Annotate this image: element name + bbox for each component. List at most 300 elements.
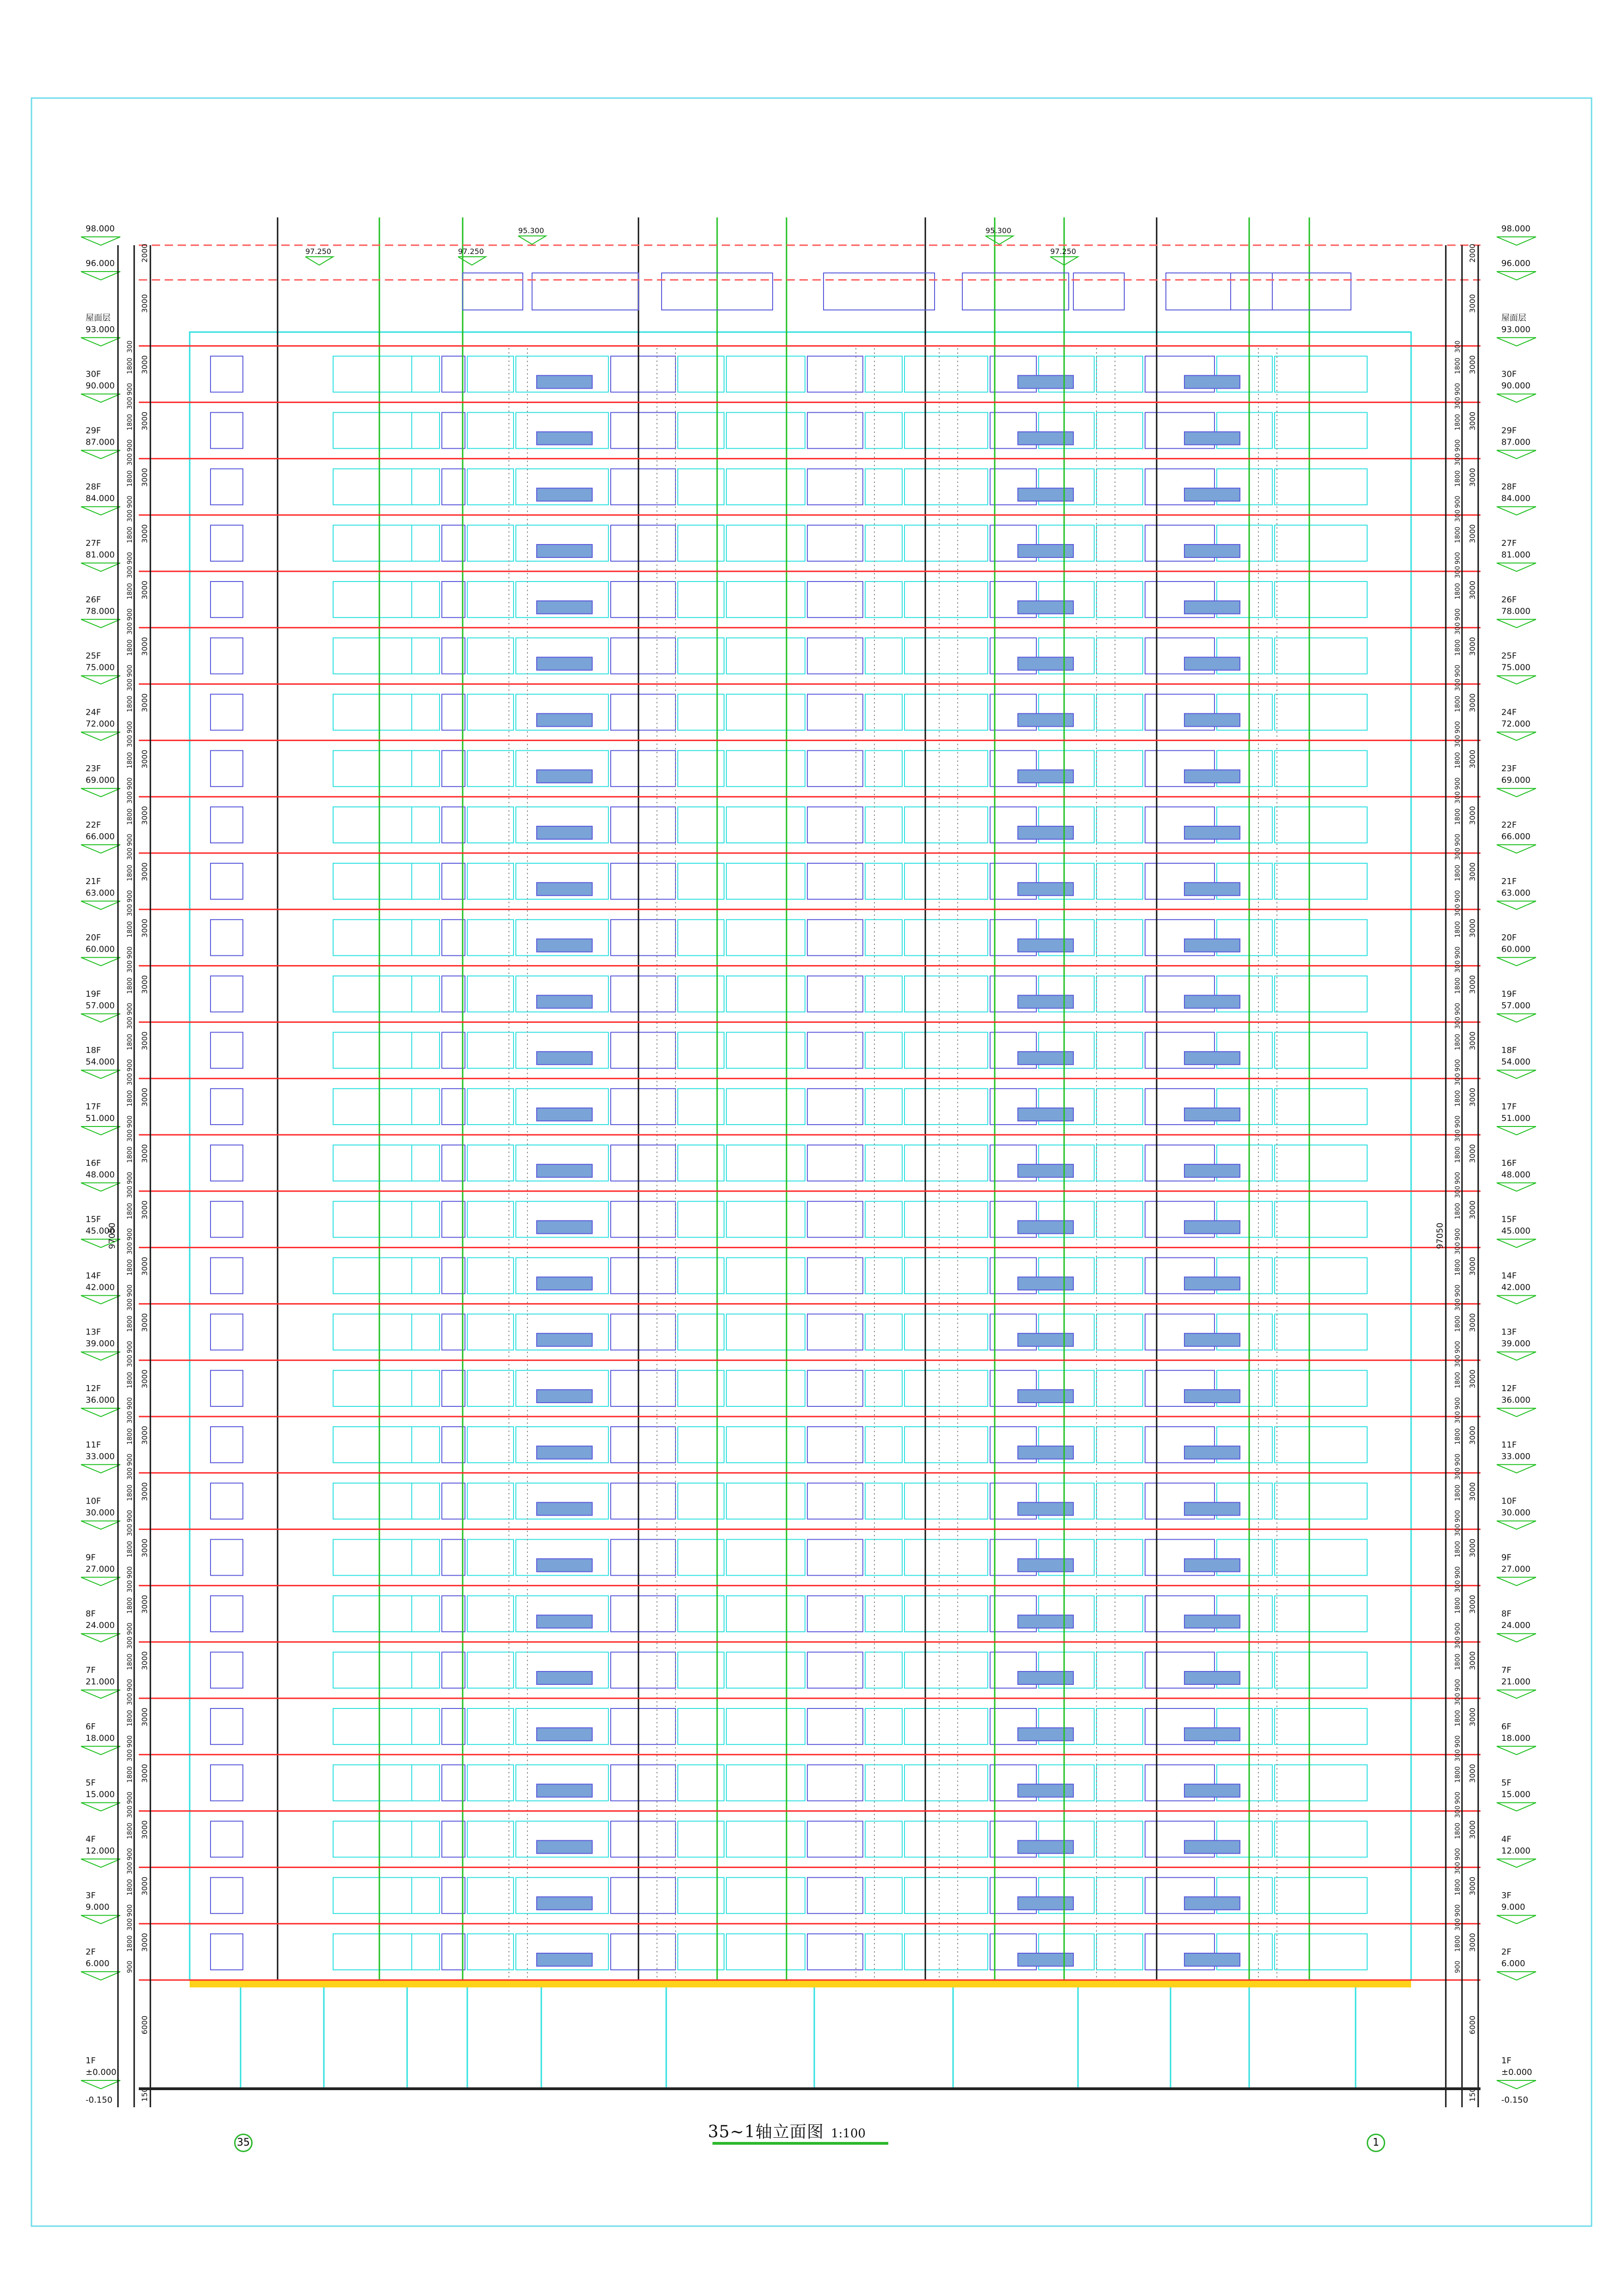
- level-elevation-label: 9.000: [86, 1902, 110, 1912]
- window: [412, 1877, 440, 1913]
- level-symbol: [81, 394, 120, 402]
- level-elevation-label: ±0.000: [86, 2067, 117, 2077]
- storey-part-dimension: 300: [126, 1073, 134, 1086]
- balcony-railing: [1184, 1333, 1240, 1346]
- balcony-railing: [1184, 376, 1240, 389]
- roof-equipment: [532, 273, 638, 310]
- top-elevation-label: 95.300: [985, 226, 1011, 235]
- window: [807, 582, 863, 618]
- level-elevation-label: 78.000: [1501, 606, 1530, 616]
- balcony-railing: [1184, 713, 1240, 726]
- window: [412, 976, 440, 1012]
- level-symbol: [81, 1352, 120, 1360]
- storey-part-dimension: 1800: [126, 1879, 134, 1896]
- level-floor-label: 28F: [86, 482, 101, 492]
- level-floor-label: 屋面层: [1501, 313, 1526, 323]
- window: [904, 1821, 988, 1857]
- level-floor-label: 15F: [86, 1214, 101, 1225]
- level-symbol: [81, 1070, 120, 1078]
- window: [467, 1877, 514, 1913]
- storey-dimension: 3000: [1468, 637, 1477, 656]
- window: [442, 1934, 465, 1970]
- window: [467, 1145, 514, 1181]
- window: [467, 863, 514, 899]
- window: [442, 1145, 465, 1181]
- window: [865, 694, 902, 730]
- storey-part-dimension: 1800: [1454, 526, 1462, 544]
- storey-part-dimension: 1800: [126, 1034, 134, 1051]
- window: [611, 694, 675, 730]
- storey-dimension: 3000: [140, 1031, 149, 1051]
- balcony-railing: [537, 826, 592, 839]
- window: [467, 1201, 514, 1238]
- storey-part-dimension: 900: [1454, 1397, 1462, 1410]
- storey-part-dimension: 1800: [1454, 358, 1462, 374]
- storey-dimension: 3000: [1468, 1369, 1477, 1389]
- window: [611, 1877, 675, 1913]
- window: [1096, 1258, 1143, 1294]
- window: [865, 1032, 902, 1068]
- storey-dimension: 3000: [140, 468, 149, 487]
- window: [211, 413, 243, 449]
- storey-part-dimension: 1800: [1454, 977, 1462, 994]
- storey-part-dimension: 900: [126, 552, 134, 564]
- window: [442, 1821, 465, 1857]
- window: [726, 920, 805, 956]
- storey-part-dimension: 300: [126, 1523, 134, 1536]
- storey-dimension: 3000: [140, 355, 149, 374]
- balcony-railing: [537, 995, 592, 1008]
- storey-dimension: 3000: [1468, 581, 1477, 600]
- level-elevation-label: 69.000: [1501, 775, 1530, 786]
- window: [211, 1314, 243, 1350]
- storey-part-dimension: 1800: [126, 1822, 134, 1839]
- window: [726, 1934, 805, 1970]
- storey-part-dimension: 300: [126, 622, 134, 635]
- storey-part-dimension: 300: [126, 509, 134, 522]
- level-symbol: [81, 958, 120, 966]
- window: [467, 694, 514, 730]
- top-level-symbol: [305, 257, 333, 265]
- storey-part-dimension: 900: [126, 1510, 134, 1522]
- level-symbol: [81, 845, 120, 853]
- window: [467, 469, 514, 505]
- balcony-railing: [537, 1052, 592, 1064]
- window: [412, 1089, 440, 1125]
- window: [211, 1821, 243, 1857]
- window: [211, 356, 243, 392]
- level-elevation-label: ±0.000: [1501, 2067, 1532, 2077]
- storey-dimension: 3000: [140, 693, 149, 712]
- level-elevation-label: 36.000: [1501, 1395, 1530, 1405]
- window: [611, 638, 675, 674]
- storey-dimension: 3000: [140, 411, 149, 431]
- window: [412, 638, 440, 674]
- balcony-railing: [537, 1221, 592, 1234]
- window: [1096, 525, 1143, 561]
- level-symbol: [1497, 1465, 1536, 1473]
- window: [211, 750, 243, 786]
- level-symbol: [1497, 1859, 1536, 1867]
- window: [865, 863, 902, 899]
- level-floor-label: 8F: [86, 1609, 96, 1619]
- balcony-railing: [1018, 883, 1073, 896]
- level-elevation-label: 6.000: [1501, 1959, 1525, 1968]
- level-symbol: [1497, 1352, 1536, 1360]
- window: [333, 356, 412, 392]
- window: [1275, 750, 1367, 786]
- storey-part-dimension: 1800: [1454, 1653, 1462, 1671]
- level-floor-label: 21F: [1501, 876, 1517, 886]
- window: [807, 1258, 863, 1294]
- level-elevation-label: 42.000: [1501, 1282, 1530, 1293]
- window: [1275, 1032, 1367, 1068]
- storey-dimension: 3000: [140, 918, 149, 938]
- storey-part-dimension: 1800: [126, 921, 134, 938]
- window: [726, 1708, 805, 1745]
- window: [211, 1427, 243, 1463]
- storey-part-dimension: 300: [1454, 1016, 1462, 1029]
- storey-dimension: 3000: [140, 581, 149, 600]
- storey-dimension: 3000: [1468, 749, 1477, 769]
- balcony-railing: [1184, 432, 1240, 445]
- level-elevation-label: 45.000: [86, 1226, 115, 1236]
- window: [412, 694, 440, 730]
- storey-dimension: 3000: [140, 1538, 149, 1558]
- storey-part-dimension: 900: [1454, 777, 1462, 790]
- storey-part-dimension: 900: [126, 1791, 134, 1804]
- level-floor-label: 3F: [86, 1891, 96, 1901]
- level-elevation-label: 27.000: [1501, 1564, 1530, 1574]
- level-elevation-label: 15.000: [86, 1789, 115, 1800]
- window: [807, 1089, 863, 1125]
- window: [1096, 1540, 1143, 1576]
- level-elevation-label: 81.000: [86, 550, 115, 560]
- window: [412, 1765, 440, 1801]
- window: [1096, 1652, 1143, 1688]
- level-floor-label: 18F: [86, 1046, 101, 1056]
- level-floor-label: 12F: [1501, 1384, 1517, 1393]
- storey-dimension: 3000: [140, 1426, 149, 1445]
- window: [611, 1934, 675, 1970]
- window: [904, 582, 988, 618]
- level-symbol: [1497, 845, 1536, 853]
- storey-dimension: 3000: [140, 1764, 149, 1783]
- storey-dimension: 3000: [1468, 1031, 1477, 1051]
- balcony-railing: [1184, 1221, 1240, 1234]
- window: [412, 582, 440, 618]
- storey-part-dimension: 300: [1454, 1749, 1462, 1762]
- storey-part-dimension: 1800: [126, 414, 134, 431]
- window: [1096, 1765, 1143, 1801]
- window: [904, 1427, 988, 1463]
- level-symbol: [1497, 676, 1536, 684]
- level-symbol: [1497, 1521, 1536, 1529]
- balcony-railing: [1018, 939, 1073, 952]
- storey-part-dimension: 300: [1454, 791, 1462, 804]
- storey-part-dimension: 900: [126, 721, 134, 734]
- window: [611, 1652, 675, 1688]
- window: [442, 1089, 465, 1125]
- window: [726, 750, 805, 786]
- window: [333, 1427, 412, 1463]
- storey-part-dimension: 300: [126, 396, 134, 409]
- window: [865, 525, 902, 561]
- storey-dimension: 3000: [1468, 1933, 1477, 1952]
- window: [442, 1314, 465, 1350]
- window: [1096, 1708, 1143, 1745]
- balcony-railing: [1184, 995, 1240, 1008]
- window: [333, 1483, 412, 1519]
- storey-part-dimension: 1800: [126, 977, 134, 994]
- level-symbol: [1497, 237, 1536, 245]
- storey-dimension: 3000: [1468, 411, 1477, 431]
- window: [726, 469, 805, 505]
- window: [807, 1145, 863, 1181]
- balcony-railing: [1184, 1728, 1240, 1741]
- level-floor-label: 27F: [86, 538, 101, 548]
- window: [611, 976, 675, 1012]
- balcony-railing: [1018, 713, 1073, 726]
- window: [211, 1483, 243, 1519]
- roof-equipment: [1166, 273, 1272, 310]
- balcony-railing: [1018, 1840, 1073, 1853]
- window: [1275, 1370, 1367, 1406]
- window: [726, 1877, 805, 1913]
- window: [865, 1765, 902, 1801]
- level-floor-label: 20F: [1501, 933, 1517, 943]
- level-floor-label: 17F: [86, 1102, 101, 1112]
- balcony-railing: [1018, 545, 1073, 557]
- title-underline: [712, 2142, 888, 2145]
- level-symbol: [81, 2080, 120, 2089]
- window: [467, 1089, 514, 1125]
- level-elevation-label: 57.000: [1501, 1001, 1530, 1011]
- roof-dimension: 3000: [140, 294, 149, 313]
- window: [1275, 469, 1367, 505]
- window: [865, 807, 902, 843]
- level-symbol: [81, 901, 120, 910]
- window: [1096, 1032, 1143, 1068]
- storey-part-dimension: 1800: [1454, 1710, 1462, 1727]
- top-elevation-label: 95.300: [518, 226, 544, 235]
- level-elevation-label: 21.000: [86, 1677, 115, 1687]
- storey-part-dimension: 1800: [1454, 639, 1462, 656]
- window: [865, 356, 902, 392]
- window: [442, 1708, 465, 1745]
- window: [726, 1032, 805, 1068]
- storey-part-dimension: 1800: [1454, 1090, 1462, 1107]
- stair-shaft: [509, 346, 527, 1980]
- storey-part-dimension: 300: [1454, 960, 1462, 973]
- window: [1275, 807, 1367, 843]
- storey-part-dimension: 1800: [1454, 1146, 1462, 1163]
- level-symbol: [81, 1690, 120, 1698]
- level-symbol: [81, 1859, 120, 1867]
- storey-part-dimension: 300: [126, 791, 134, 804]
- window: [611, 469, 675, 505]
- window: [467, 1765, 514, 1801]
- storey-part-dimension: 900: [126, 1228, 134, 1241]
- storey-dimension: 3000: [140, 1144, 149, 1163]
- window: [865, 1370, 902, 1406]
- window: [611, 1145, 675, 1181]
- level-symbol: [1497, 507, 1536, 515]
- balcony-railing: [1184, 1953, 1240, 1966]
- window: [611, 413, 675, 449]
- storey-part-dimension: 1800: [126, 1653, 134, 1671]
- window: [726, 1201, 805, 1238]
- balcony-railing: [1184, 488, 1240, 501]
- storey-part-dimension: 900: [126, 1397, 134, 1410]
- level-elevation-label: 63.000: [86, 888, 115, 898]
- storey-part-dimension: 900: [126, 664, 134, 677]
- storey-part-dimension: 1800: [126, 1315, 134, 1332]
- window: [412, 750, 440, 786]
- storey-part-dimension: 900: [1454, 1848, 1462, 1861]
- window: [726, 525, 805, 561]
- window: [1275, 694, 1367, 730]
- window: [807, 1934, 863, 1970]
- storey-dimension: 3000: [140, 1369, 149, 1389]
- level-floor-label: 4F: [86, 1834, 96, 1844]
- storey-part-dimension: 300: [126, 1805, 134, 1818]
- level-floor-label: 15F: [1501, 1214, 1517, 1225]
- storey-part-dimension: 1800: [126, 470, 134, 487]
- storey-part-dimension: 300: [1454, 509, 1462, 522]
- storey-part-dimension: 900: [1454, 721, 1462, 734]
- window: [611, 1427, 675, 1463]
- level-elevation-label: 12.000: [1501, 1846, 1530, 1856]
- window: [904, 1032, 988, 1068]
- level-floor-label: 3F: [1501, 1891, 1511, 1901]
- storey-part-dimension: 300: [1454, 1862, 1462, 1875]
- storey-dimension: 3000: [140, 1482, 149, 1501]
- window: [726, 1596, 805, 1632]
- window: [333, 469, 412, 505]
- window: [904, 1708, 988, 1745]
- level-symbol: [1497, 1972, 1536, 1980]
- level-elevation-label: 72.000: [1501, 719, 1530, 729]
- storey-part-dimension: 900: [1454, 1059, 1462, 1072]
- window: [333, 525, 412, 561]
- level-symbol: [81, 563, 120, 571]
- window: [333, 1145, 412, 1181]
- window: [904, 1540, 988, 1576]
- window: [412, 1821, 440, 1857]
- storey-part-dimension: 1800: [1454, 865, 1462, 881]
- window: [333, 807, 412, 843]
- window: [865, 1596, 902, 1632]
- storey-part-dimension: 300: [126, 1693, 134, 1705]
- level-floor-label: 2F: [1501, 1947, 1511, 1957]
- storey-part-dimension: 900: [126, 946, 134, 959]
- window: [211, 469, 243, 505]
- window: [1275, 1483, 1367, 1519]
- storey-part-dimension: 900: [126, 1003, 134, 1015]
- window: [333, 1934, 412, 1970]
- storey-part-dimension: 1800: [1454, 1259, 1462, 1276]
- window: [333, 1089, 412, 1125]
- level-elevation-label: 84.000: [86, 494, 115, 504]
- level-symbol: [1497, 1070, 1536, 1078]
- level-floor-label: 10F: [1501, 1496, 1517, 1506]
- window: [1275, 1708, 1367, 1745]
- storey-dimension: 3000: [1468, 1651, 1477, 1671]
- window: [412, 1145, 440, 1181]
- window: [1275, 976, 1367, 1012]
- window: [904, 920, 988, 956]
- storey-part-dimension: 1800: [1454, 1766, 1462, 1783]
- balcony-railing: [537, 770, 592, 783]
- storey-part-dimension: 300: [126, 1186, 134, 1198]
- storey-part-dimension: 300: [1454, 1918, 1462, 1931]
- level-symbol: [81, 1972, 120, 1980]
- balcony-railing: [537, 432, 592, 445]
- window: [807, 638, 863, 674]
- window: [611, 750, 675, 786]
- level-floor-label: 19F: [1501, 989, 1517, 999]
- storey-part-dimension: 1800: [126, 1485, 134, 1501]
- storey-part-dimension: 1800: [126, 1541, 134, 1558]
- balcony-railing: [1018, 432, 1073, 445]
- window: [726, 1314, 805, 1350]
- storey-part-dimension: 900: [126, 1059, 134, 1072]
- balcony-railing: [1184, 1503, 1240, 1516]
- storey-part-dimension: 900: [126, 834, 134, 846]
- base-dimension: 150: [1468, 2087, 1477, 2102]
- window: [467, 1540, 514, 1576]
- window: [333, 1540, 412, 1576]
- storey-part-dimension: 300: [1454, 735, 1462, 748]
- window: [333, 750, 412, 786]
- window: [904, 1877, 988, 1913]
- balcony-railing: [1018, 1052, 1073, 1064]
- window: [1096, 638, 1143, 674]
- balcony-railing: [1184, 1390, 1240, 1403]
- window: [1275, 1821, 1367, 1857]
- storey-dimension: 3000: [140, 975, 149, 994]
- window: [807, 1765, 863, 1801]
- storey-part-dimension: 1800: [1454, 1315, 1462, 1332]
- storey-part-dimension: 300: [1454, 1805, 1462, 1818]
- storey-part-dimension: 300: [1454, 1073, 1462, 1086]
- level-symbol: [1497, 272, 1536, 280]
- balcony-railing: [537, 1277, 592, 1290]
- window: [467, 1708, 514, 1745]
- balcony-railing: [1018, 1671, 1073, 1684]
- level-elevation-label: 42.000: [86, 1282, 115, 1293]
- window: [211, 525, 243, 561]
- balcony-railing: [1018, 1559, 1073, 1572]
- level-floor-label: 25F: [86, 651, 101, 661]
- window: [1275, 582, 1367, 618]
- storey-dimension: 3000: [140, 1595, 149, 1614]
- storey-part-dimension: 900: [126, 1735, 134, 1748]
- balcony-railing: [537, 1840, 592, 1853]
- window: [442, 1483, 465, 1519]
- window: [807, 1201, 863, 1238]
- storey-dimension: 3000: [1468, 1256, 1477, 1276]
- storey-part-dimension: 900: [1454, 1003, 1462, 1015]
- window: [904, 976, 988, 1012]
- level-symbol: [1497, 1239, 1536, 1248]
- window: [467, 1314, 514, 1350]
- level-elevation-label: 15.000: [1501, 1789, 1530, 1800]
- window: [442, 1427, 465, 1463]
- window: [1275, 525, 1367, 561]
- window: [807, 1032, 863, 1068]
